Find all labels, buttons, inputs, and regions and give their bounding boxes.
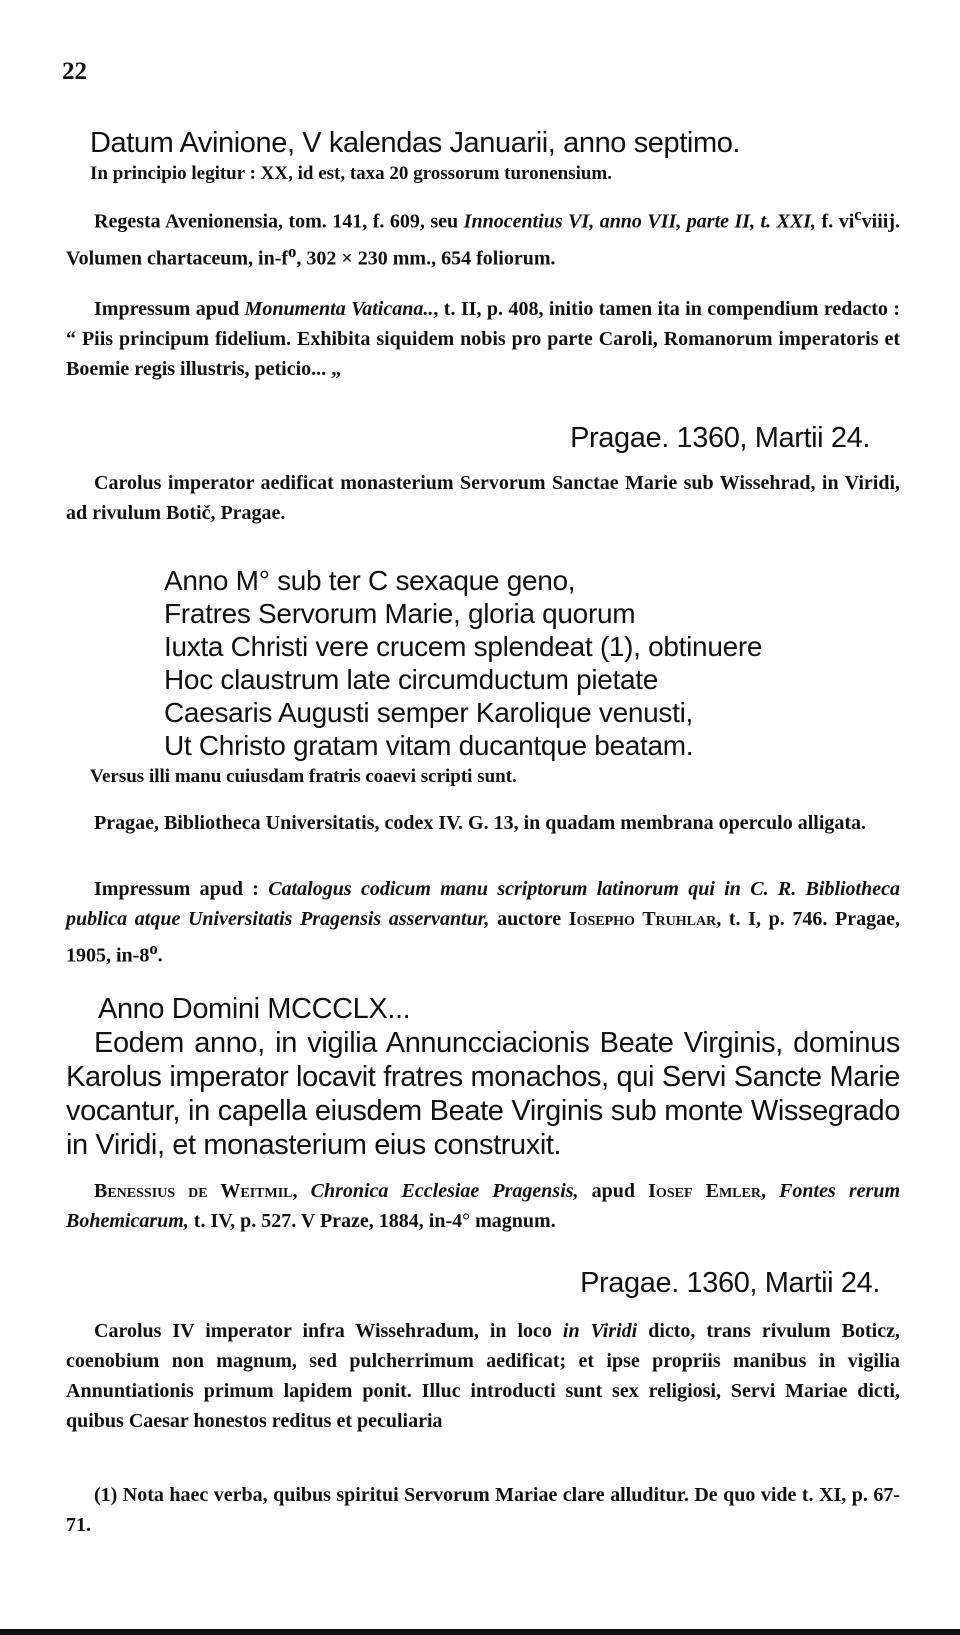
date-heading-2: Pragae. 1360, Martii 24.	[580, 1267, 880, 1299]
impressum2-author: Iosepho Truhlar	[568, 908, 717, 930]
benessius-citation	[66, 1176, 900, 1236]
regesta-paragraph	[66, 200, 900, 273]
regesta-text-c: f. vi	[816, 210, 855, 233]
anno-heading: Anno Domini MCCCLX...	[98, 993, 411, 1025]
bibliotheca-paragraph: Pragae, Bibliotheca Universitatis, codex IV. G. 13, in quadam membrana operculo alligata.	[94, 812, 867, 834]
carolus2-text-a: Carolus IV imperator infra Wissehradum, in loco	[94, 1320, 563, 1342]
benessius-italic-2: Fontes rerum Bohemicarum,	[66, 1180, 900, 1232]
regesta-text-d: viiij. Volumen chartaceum, in-f	[66, 210, 900, 270]
regesta-sup-o: o	[288, 241, 297, 261]
impressum2-text-c: auctore	[489, 908, 569, 930]
benessius-text-h: t. IV, p. 527. V Praze, 1884, in-4° magnum.	[188, 1210, 556, 1232]
impressum1-text-c: , t. II, p. 408, initio tamen ita in compendium redacto : “ Piis principum fidelium. Exhibita siquidem nobis pro parte Caroli, Romanorum imperatoris et Boemie regis illustris, peticio... „	[66, 298, 900, 380]
verse-line: Anno M° sub ter C sexaque geno,	[164, 565, 576, 596]
footnote: (1) Nota haec verba, quibus spiritui Servorum Mariae clare alluditur. De quo vide t. XI, p. 67-71.	[66, 1484, 900, 1536]
benessius-editor: Iosef Emler	[648, 1180, 761, 1202]
impressum-paragraph-1	[66, 294, 900, 384]
verse-line: Hoc claustrum late circumductum pietate	[164, 664, 659, 695]
regesta-text-a: Regesta Avenionensia, tom. 141, f. 609, seu	[94, 210, 464, 233]
benessius-text-f: ,	[760, 1180, 780, 1202]
benessius-text-d: apud	[578, 1180, 649, 1202]
bottom-edge-rule	[0, 1629, 960, 1635]
verse-line: Caesaris Augusti semper Karolique venusti,	[164, 697, 694, 728]
carolus2-text-c: dicto, trans rivulum Boticz, coenobium non magnum, sed pulcherrimum aedificat; et ipse propriis manibus in vigilia Annuntiationis primum lapidem ponit. Illuc introducti sunt sex religiosi, Servi Mariae dicti, quibus Caesar honestos reditus et peculiaria	[66, 1320, 900, 1432]
verse-line: Iuxta Christi vere crucem splendeat (1), obtinuere	[164, 631, 763, 662]
regesta-text-e: , 302 × 230 mm., 654 foliorum.	[296, 247, 556, 270]
verse-line: Fratres Servorum Marie, gloria quorum	[164, 598, 636, 629]
regesta-sup-c: c	[854, 205, 862, 224]
verse-block	[164, 564, 900, 762]
impressum2-sup: o	[149, 939, 158, 958]
impressum-paragraph-2	[66, 874, 900, 971]
verse-line: Ut Christo gratam vitam ducantque beatam.	[164, 730, 694, 761]
impressum2-text-e: , t. I, p. 746. Pragae, 1905, in-8	[66, 908, 900, 967]
impressum2-italic: Catalogus codicum manu scriptorum latinorum qui in C. R. Bibliotheca publica atque Universitatis Pragensis asservantur,	[66, 878, 900, 930]
impressum1-italic: Monumenta Vaticana..	[244, 298, 434, 320]
benessius-text-b: ,	[292, 1180, 311, 1202]
eodem-paragraph: Eodem anno, in vigilia Annuncciacionis Beate Virginis, dominus Karolus imperator locavit fratres monachos, qui Servi Sancte Marie vocantur, in capella eiusdem Beate Virginis sub monte Wissegrado in Viridi, et monasterium eius construxit.	[66, 1027, 900, 1161]
carolus-paragraph-2	[66, 1316, 900, 1436]
carolus-summary-1: Carolus imperator aedificat monasterium Servorum Sanctae Marie sub Wissehrad, in Viridi, ad rivulum Botič, Pragae.	[66, 472, 900, 524]
regesta-italic: Innocentius VI, anno VII, parte II, t. XXI,	[463, 210, 817, 233]
page-number: 22	[62, 58, 87, 85]
benessius-italic-1: Chronica Ecclesiae Pragensis,	[310, 1180, 579, 1202]
carolus2-italic: in Viridi	[562, 1320, 638, 1342]
impressum1-text-a: Impressum apud	[94, 298, 245, 320]
impressum2-text-f: .	[157, 944, 163, 967]
taxa-line: In principio legitur : XX, id est, taxa 20 grossorum turonensium.	[90, 163, 613, 184]
date-heading-1: Pragae. 1360, Martii 24.	[570, 422, 870, 454]
versus-note: Versus illi manu cuiusdam fratris coaevi scripti sunt.	[90, 766, 517, 787]
impressum2-text-a: Impressum apud :	[94, 878, 269, 900]
datum-line: Datum Avinione, V kalendas Januarii, anno septimo.	[90, 127, 741, 159]
benessius-author: Benessius de Weitmil	[94, 1180, 293, 1202]
